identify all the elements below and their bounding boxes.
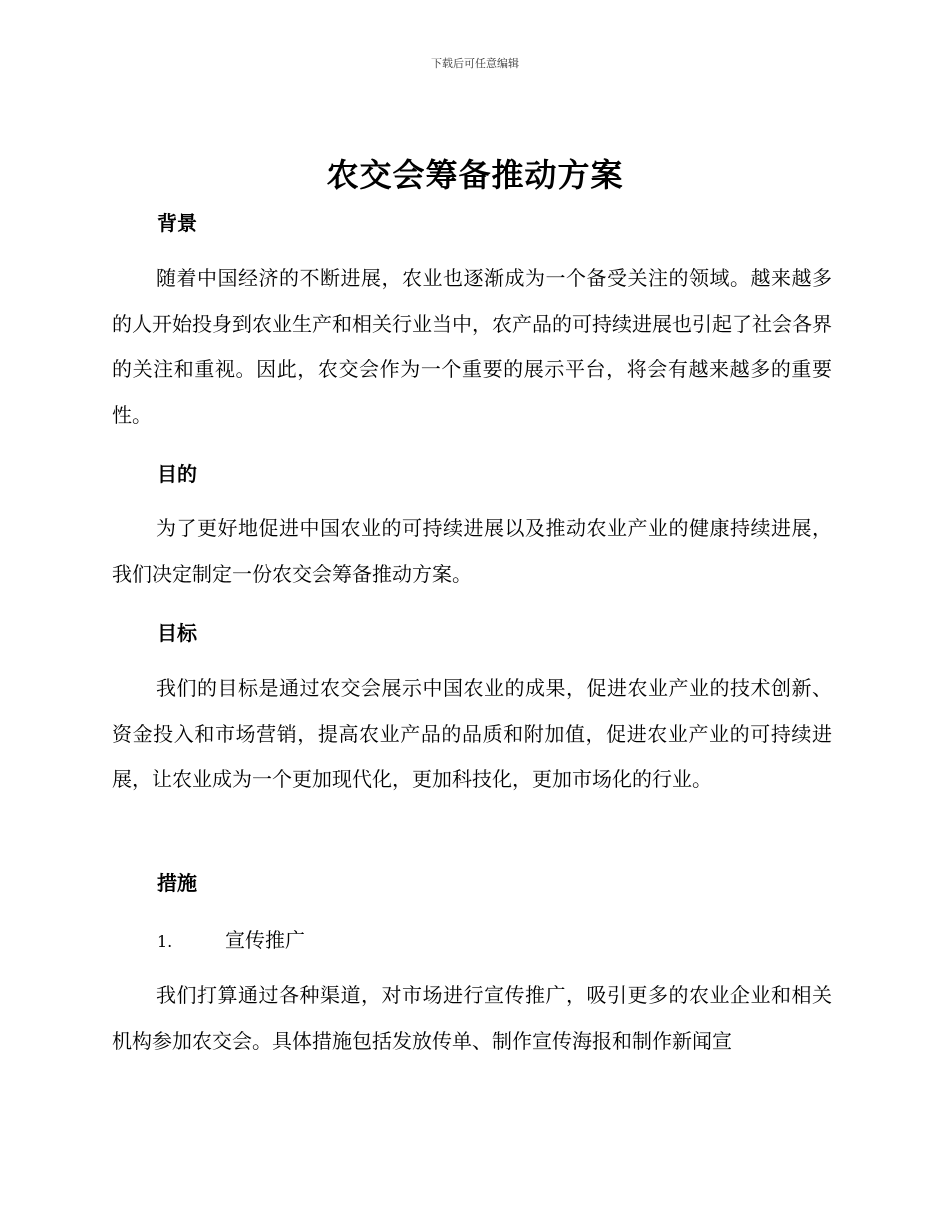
section-heading-background: 背景 (157, 211, 197, 235)
paragraph-goals: 我们的目标是通过农交会展示中国农业的成果，促进农业产业的技术创新、资金投入和市场营销，提高农业产品的品质和附加值，促进农业产业的可持续进展，让农业成为一个更加现代化，更加科技化，更加市场化的行业。 (112, 676, 832, 791)
list-item-number: 1. (157, 932, 173, 951)
paragraph-purpose: 为了更好地促进中国农业的可持续进展以及推动农业产业的健康持续进展，我们决定制定一份农交会筹备推动方案。 (112, 516, 832, 586)
paragraph-measure-1: 我们打算通过各种渠道，对市场进行宣传推广，吸引更多的农业企业和相关机构参加农交会。具体措施包括发放传单、制作宣传海报和制作新闻宣 (112, 983, 832, 1053)
header-note: 下载后可任意编辑 (431, 57, 519, 70)
section-heading-purpose: 目的 (157, 462, 197, 486)
list-item-label: 宣传推广 (225, 928, 305, 952)
list-item (157, 924, 305, 953)
section-heading-goals: 目标 (157, 621, 197, 645)
paragraph-background: 随着中国经济的不断进展，农业也逐渐成为一个备受关注的领域。越来越多的人开始投身到农业生产和相关行业当中，农产品的可持续进展也引起了社会各界的关注和重视。因此，农交会作为一个重要的展示平台，将会有越来越多的重要性。 (112, 266, 832, 427)
document-title: 农交会筹备推动方案 (326, 156, 624, 194)
section-heading-measures: 措施 (157, 871, 197, 895)
